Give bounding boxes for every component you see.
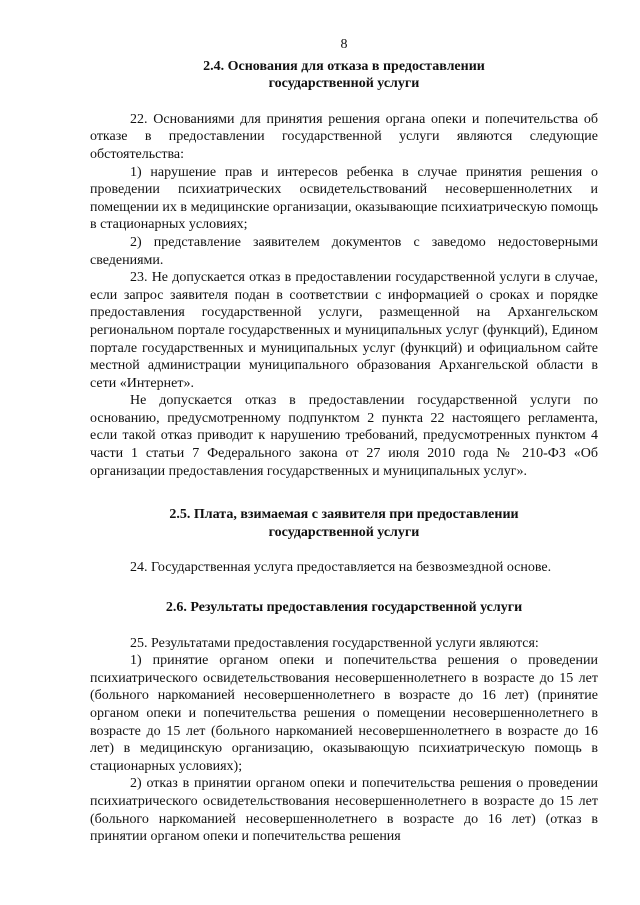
spacer xyxy=(90,480,598,506)
section-2-6-heading: 2.6. Результаты предоставления государственной услуги xyxy=(165,600,523,616)
paragraph-25-item-1: 1) принятие органом опеки и попечительства решения о проведении психиатрического освидетельствования несовершеннолетнего в возрасте до 15 лет (больного наркоманией несовершеннолетнего в возрасте до 16 лет) (принятие органом опеки и попечительства решения о помещении несовершеннолетнего в возрасте до 15 лет (больного наркоманией несовершеннолетнего в возрасте до 16 лет) в медицинскую организацию, оказывающую психиатрическую помощь в стационарных условиях); xyxy=(90,653,598,774)
spacer xyxy=(90,617,598,635)
section-2-4-heading-line1: 2.4. Основания для отказа в предоставлении xyxy=(203,58,485,74)
paragraph-24: 24. Государственная услуга предоставляется на безвозмездной основе. xyxy=(130,560,552,576)
section-2-5-heading-line1: 2.5. Плата, взимаемая с заявителя при предоставлении xyxy=(169,507,519,523)
spacer xyxy=(90,541,598,559)
section-2-5-heading-line2: государственной услуги xyxy=(268,524,420,540)
spacer xyxy=(90,93,598,111)
paragraph-22-item-2: 2) представление заявителем документов с заведомо недостоверными сведениями. xyxy=(90,234,598,268)
paragraph-22-item-1: 1) нарушение прав и интересов ребенка в случае принятия решения о проведении психиатрических освидетельствований несовершеннолетних и помещении их в медицинские организации, оказывающие психиатрическую помощь в стационарных условиях; xyxy=(90,164,598,233)
paragraph-22: 22. Основаниями для принятия решения органа опеки и попечительства об отказе в предоставлении государственной услуги являются следующие обстоятельства: xyxy=(90,111,598,162)
paragraph-23: 23. Не допускается отказ в предоставлении государственной услуги в случае, если запрос заявителя подан в соответствии с информацией о сроках и порядке предоставления государственной услуги, размещенной на Архангельском региональном портале государственных и муниципальных услуг (функций), Едином портале государственных и муниципальных услуг (функций) и официальном сайте местной администрации муниципального образования Архангельской области в сети «Интернет». xyxy=(90,270,598,391)
section-2-6 xyxy=(90,599,598,846)
paragraph-23-continued: Не допускается отказ в предоставлении государственной услуги по основанию, предусмотренному подпунктом 2 пункта 22 настоящего регламента, если такой отказ приводит к нарушению требований, предусмотренных пунктом 4 части 1 статьи 7 Федерального закона от 27 июля 2010 года № 210-ФЗ «Об организации предоставления государственных и муниципальных услуг». xyxy=(90,393,598,479)
paragraph-25: 25. Результатами предоставления государственной услуги являются: xyxy=(130,635,539,651)
document-page xyxy=(90,36,598,846)
paragraph-25-item-2: 2) отказ в принятии органом опеки и попечительства решения о проведении психиатрического освидетельствования несовершеннолетнего в возрасте до 15 лет (больного наркоманией несовершеннолетнего в возрасте до 16 лет) (отказ в принятии органом опеки и попечительства решения xyxy=(90,776,598,845)
spacer xyxy=(90,577,598,599)
section-2-4-heading-line2: государственной услуги xyxy=(268,76,420,92)
page-number: 8 xyxy=(340,37,348,52)
section-2-4 xyxy=(90,58,598,481)
section-2-5 xyxy=(90,506,598,577)
